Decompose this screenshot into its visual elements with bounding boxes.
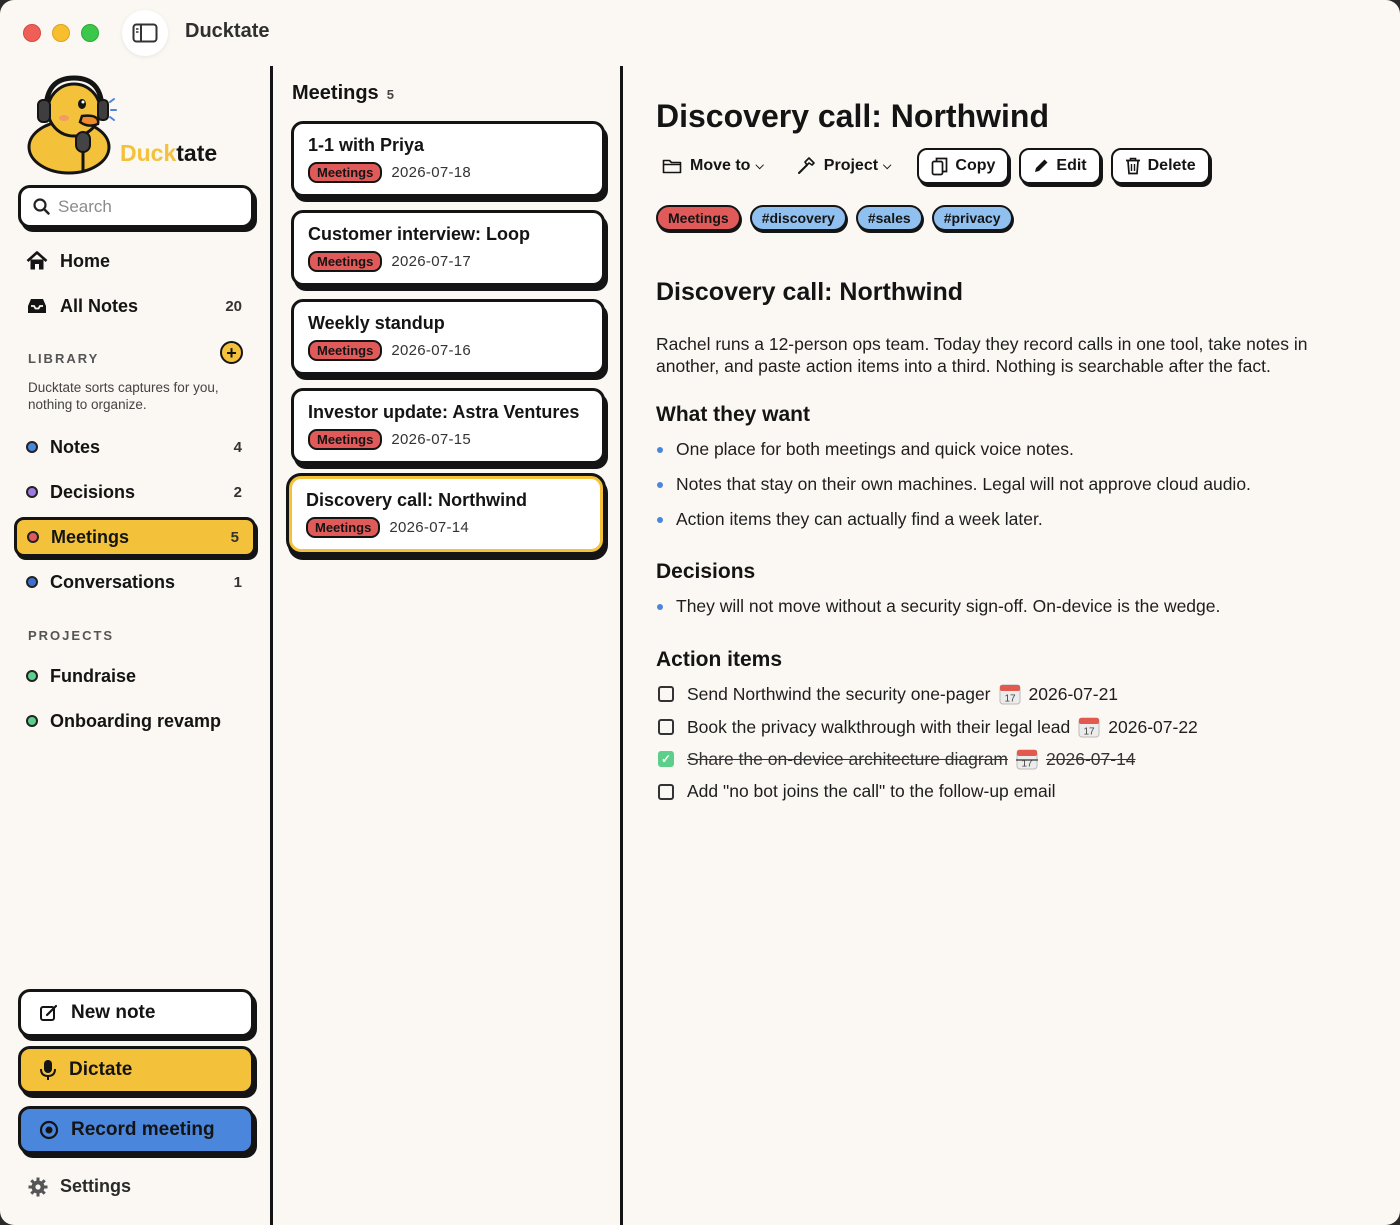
list-count: 5 (386, 87, 394, 102)
microphone-icon (39, 1059, 57, 1081)
record-icon (39, 1120, 59, 1140)
note-card-tag: Meetings (308, 429, 382, 450)
edit-label: Edit (1056, 157, 1087, 174)
sidebar-item-label: Onboarding revamp (50, 710, 222, 731)
onboarding-color-dot (26, 715, 38, 727)
note-heading: Discovery call: Northwind (656, 278, 964, 306)
note-card[interactable] (291, 121, 605, 197)
search-icon (33, 198, 50, 215)
copy-label: Copy (955, 157, 996, 174)
note-intro-paragraph: Rachel runs a 12-person ops team. Today they record calls in one tool, take notes in another, and paste action items into a third. Nothing is searchable after the fact. (656, 334, 1308, 376)
nav-home[interactable] (14, 242, 256, 280)
sidebar-item-label: Notes (50, 436, 101, 457)
sidebar-icon (132, 23, 158, 43)
note-card-date: 2026-07-16 (391, 342, 472, 359)
action-item-date: 2026-07-21 (1028, 683, 1119, 704)
note-card-title: Customer interview: Loop (308, 224, 531, 244)
new-note-label: New note (71, 1002, 156, 1023)
sidebar-item-label: Conversations (50, 571, 176, 592)
action-item-date: 2026-07-22 (1108, 716, 1198, 737)
sidebar (0, 66, 270, 1225)
note-card[interactable] (291, 299, 605, 375)
compose-icon (39, 1003, 59, 1023)
fundraise-color-dot (26, 670, 38, 682)
list-header (292, 82, 394, 105)
calendar-icon (999, 683, 1021, 705)
copy-icon (931, 157, 948, 176)
nav-all-notes[interactable] (14, 287, 256, 325)
minimize-window-button[interactable] (52, 24, 70, 42)
settings-button[interactable] (28, 1176, 131, 1197)
sidebar-item-label: Meetings (51, 526, 130, 547)
dictate-button[interactable] (18, 1046, 254, 1094)
note-title: Discovery call: Northwind (656, 98, 1049, 134)
note-card-tag: Meetings (308, 162, 382, 183)
tag-sales[interactable]: #sales (856, 205, 923, 231)
tag-privacy[interactable]: #privacy (932, 205, 1013, 231)
sidebar-item-count: 4 (233, 438, 242, 456)
conversations-color-dot (26, 576, 38, 588)
edit-button[interactable] (1019, 148, 1100, 184)
all-notes-count: 20 (225, 297, 242, 315)
projects-section-label: PROJECTS (28, 628, 115, 643)
list-item: Action items they can actually find a week later. (656, 509, 1043, 530)
action-item (656, 683, 1118, 705)
note-card[interactable] (291, 388, 605, 464)
close-window-button[interactable] (23, 24, 41, 42)
list-item: Notes that stay on their own machines. Legal will not approve cloud audio. (656, 474, 1251, 495)
note-card-title: Investor update: Astra Ventures (308, 402, 580, 422)
note-detail-pane (624, 66, 1400, 1225)
decisions-heading: Decisions (656, 560, 756, 583)
meetings-color-dot (27, 531, 39, 543)
plus-icon: + (226, 342, 237, 363)
home-icon (26, 251, 48, 271)
action-item-checkbox[interactable] (658, 784, 674, 800)
record-meeting-label: Record meeting (71, 1119, 215, 1140)
action-item-text: Send Northwind the security one-pager (687, 683, 991, 704)
move-to-button[interactable] (656, 148, 770, 184)
nav-home-label: Home (60, 250, 111, 271)
duck-logo-icon (24, 72, 119, 180)
search-input[interactable] (58, 197, 238, 217)
project-label: Project (823, 157, 879, 174)
delete-button[interactable] (1111, 148, 1210, 184)
library-section-label: LIBRARY (28, 351, 100, 366)
inbox-icon (26, 297, 48, 315)
note-card-tag: Meetings (306, 517, 380, 538)
trash-icon (1125, 157, 1141, 175)
add-category-button[interactable] (220, 341, 243, 364)
window-title: Ducktate (185, 20, 270, 42)
sidebar-item-decisions[interactable] (14, 473, 256, 511)
note-card-title: Weekly standup (308, 313, 445, 333)
sidebar-toggle-button[interactable] (122, 10, 168, 56)
action-item-checkbox-checked[interactable] (658, 751, 674, 767)
sidebar-item-label: Decisions (50, 481, 136, 502)
list-item: One place for both meetings and quick voice notes. (656, 439, 1074, 460)
hammer-icon (796, 156, 816, 176)
action-items-heading: Action items (656, 648, 783, 671)
checkmark-icon: ✓ (660, 752, 672, 766)
brand-wordmark: Ducktate (120, 140, 218, 166)
note-card[interactable] (291, 210, 605, 286)
calendar-icon (1078, 716, 1100, 738)
zoom-window-button[interactable] (81, 24, 99, 42)
svg-text:17: 17 (1003, 693, 1016, 705)
chevron-down-icon: ⌵ (755, 159, 764, 172)
title-bar (0, 0, 1400, 66)
settings-label: Settings (60, 1176, 132, 1196)
sidebar-item-onboarding-revamp[interactable] (14, 702, 256, 740)
search-box[interactable] (18, 185, 254, 228)
list-divider (620, 66, 623, 1225)
tag-discovery[interactable]: #discovery (750, 205, 847, 231)
note-list-pane (273, 66, 621, 1225)
project-button[interactable] (790, 148, 898, 184)
action-item (656, 716, 1198, 738)
delete-label: Delete (1147, 157, 1196, 174)
note-card-date: 2026-07-15 (391, 431, 472, 448)
note-toolbar (656, 148, 1220, 184)
list-item: They will not move without a security sign-off. On-device is the wedge. (656, 596, 1220, 617)
record-meeting-button[interactable] (18, 1106, 254, 1154)
dictate-label: Dictate (69, 1059, 133, 1080)
tag-list (656, 205, 1022, 231)
action-item-checkbox[interactable] (658, 719, 674, 735)
sidebar-item-fundraise[interactable] (14, 657, 256, 695)
action-item-text: Share the on-device architecture diagram (687, 748, 1009, 769)
new-note-button[interactable] (18, 989, 254, 1037)
note-card-tag: Meetings (308, 251, 382, 272)
svg-text:17: 17 (1083, 726, 1095, 738)
note-card-selected[interactable] (289, 476, 603, 552)
folder-icon (662, 158, 682, 174)
sidebar-item-count: 1 (233, 573, 242, 591)
sidebar-item-meetings[interactable] (14, 517, 256, 557)
action-item-text: Book the privacy walkthrough with their legal lead (687, 716, 1071, 737)
svg-text:17: 17 (1021, 758, 1033, 770)
action-item-text: Add "no bot joins the call" to the follow-up email (687, 781, 1056, 801)
sidebar-item-notes[interactable] (14, 428, 256, 466)
pencil-icon (1033, 158, 1049, 174)
notes-color-dot (26, 441, 38, 453)
tag-meetings[interactable]: Meetings (656, 205, 741, 231)
library-description: Ducktate sorts captures for you, nothing to organize. (28, 380, 219, 412)
nav-all-notes-label: All Notes (60, 295, 139, 316)
list-title: Meetings (292, 82, 379, 104)
note-card-date: 2026-07-14 (389, 519, 470, 536)
sidebar-item-count: 5 (230, 528, 239, 546)
decisions-color-dot (26, 486, 38, 498)
action-item (656, 781, 1055, 802)
sidebar-item-conversations[interactable] (14, 563, 256, 601)
note-card-title: Discovery call: Northwind (306, 490, 528, 510)
action-item-checkbox[interactable] (658, 686, 674, 702)
note-card-date: 2026-07-17 (391, 253, 472, 270)
gear-icon (28, 1177, 48, 1197)
action-item-date: 2026-07-14 (1046, 748, 1136, 769)
copy-button[interactable] (917, 148, 1009, 184)
note-card-title: 1-1 with Priya (308, 135, 425, 155)
note-card-date: 2026-07-18 (391, 164, 472, 181)
move-to-label: Move to (690, 157, 751, 174)
wants-heading: What they want (656, 403, 811, 426)
calendar-icon (1016, 748, 1038, 770)
note-card-tag: Meetings (308, 340, 382, 361)
chevron-down-icon: ⌵ (883, 159, 892, 172)
sidebar-item-label: Fundraise (50, 665, 137, 686)
action-item-completed (656, 748, 1136, 770)
sidebar-item-count: 2 (233, 483, 242, 501)
